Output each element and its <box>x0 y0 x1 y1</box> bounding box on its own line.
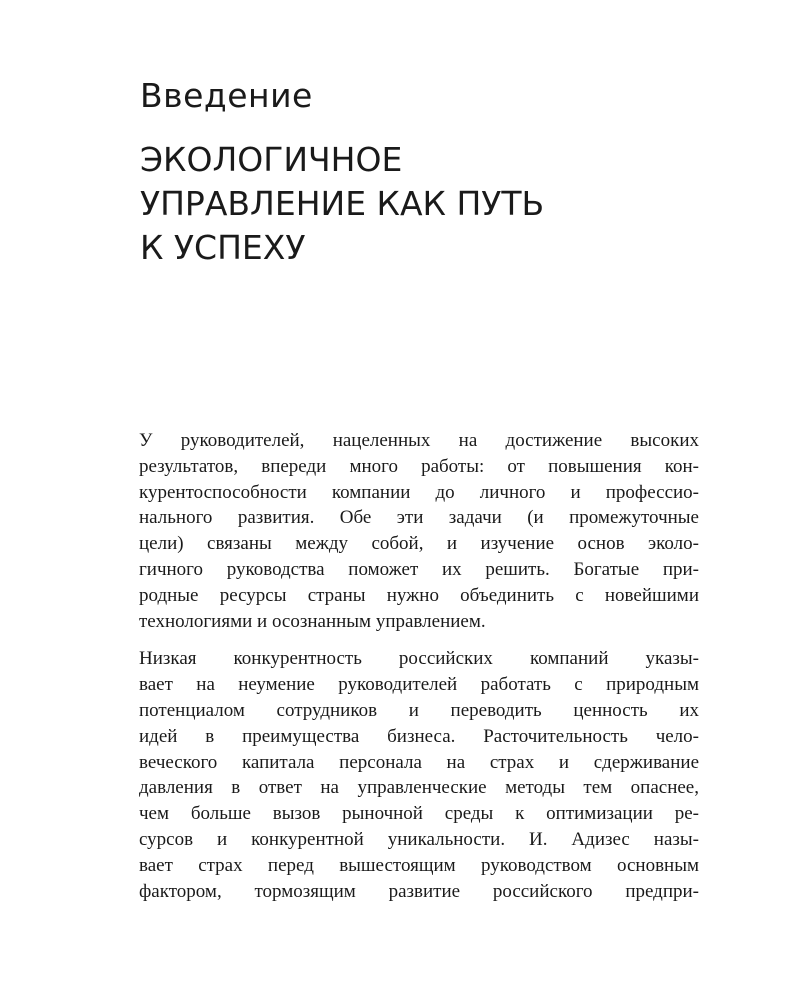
text-line: фактором, тормозящим развитие российского предпри- <box>139 880 699 902</box>
text-line: идей в преимущества бизнеса. Расточительность чело- <box>139 725 699 747</box>
text-line: У руководителей, нацеленных на достижение высоких <box>139 430 699 451</box>
text-line: гичного руководства поможет их решить. Богатые при- <box>139 558 699 580</box>
paragraph-1 <box>139 428 699 634</box>
body-text <box>139 428 699 904</box>
text-line: нального развития. Обе эти задачи (и промежуточные <box>139 507 699 529</box>
chapter-title-line: УПРАВЛЕНИЕ КАК ПУТЬ <box>140 184 545 223</box>
text-line: вает страх перед вышестоящим руководством основным <box>139 854 699 876</box>
text-line: веческого капитала персонала на страх и сдерживание <box>139 751 699 773</box>
text-line: результатов, впереди много работы: от повышения кон- <box>139 455 699 477</box>
text-line: Низкая конкурентность российских компаний указы- <box>139 648 699 670</box>
chapter-title <box>140 138 740 270</box>
text-line: цели) связаны между собой, и изучение основ эколо- <box>139 533 699 555</box>
text-line: родные ресурсы страны нужно объединить с новейшими <box>139 584 699 606</box>
section-label: Введение <box>140 76 313 115</box>
text-line: давления в ответ на управленческие методы тем опаснее, <box>139 777 699 799</box>
chapter-title-line: ЭКОЛОГИЧНОЕ <box>140 140 403 179</box>
paragraph-2 <box>139 646 699 904</box>
text-line: чем больше вызов рыночной среды к оптимизации ре- <box>139 803 699 825</box>
text-line: потенциалом сотрудников и переводить ценность их <box>139 699 699 721</box>
text-line: сурсов и конкурентной уникальности. И. Адизес назы- <box>139 828 699 850</box>
chapter-title-line: К УСПЕХУ <box>140 228 306 267</box>
text-line: технологиями и осознанным управлением. <box>139 610 486 632</box>
text-line: вает на неумение руководителей работать с природным <box>139 674 699 696</box>
text-line: курентоспособности компании до личного и профессио- <box>139 481 699 503</box>
